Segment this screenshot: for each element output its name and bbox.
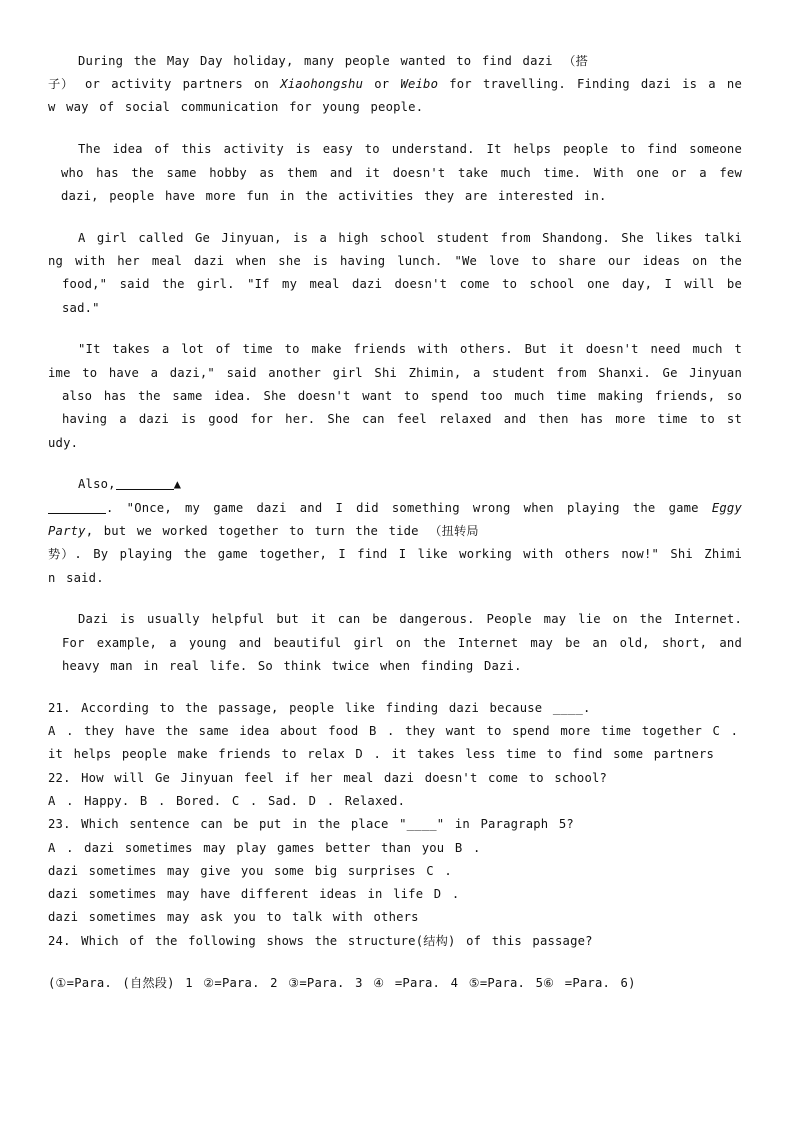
p4-line-5: udy. [48, 436, 79, 450]
question-24: 24. Which of the following shows the structure(结构) of this passage? [48, 934, 593, 948]
question-22-options: A . Happy. B . Bored. C . Sad. D . Relaxed. [48, 794, 406, 808]
p4-line-3: also has the same idea. She doesn't want to spend too much time making friends, so [62, 389, 742, 403]
question-23-option-c: dazi sometimes may have different ideas in life D . [48, 887, 460, 901]
p1-line-3: w way of social communication for young people. [48, 100, 424, 114]
p5-also: Also, [78, 477, 116, 491]
question-21-options-ab: A . they have the same idea about food B . they want to spend more time together C . [48, 724, 739, 738]
p5-text: . "Once, my game dazi and I did something wrong when playing the game [106, 501, 712, 515]
p3-line-2: ng with her meal dazi when she is having lunch. "We love to share our ideas on the [48, 254, 742, 268]
p5-line-4: 势）. By playing the game together, I find I like working with others now!" Shi Zhimi [48, 547, 742, 561]
p6-line-1: Dazi is usually helpful but it can be dangerous. People may lie on the Internet. [78, 612, 742, 626]
p3-line-1: A girl called Ge Jinyuan, is a high school student from Shandong. She likes talki [78, 231, 742, 245]
p1-text: or [363, 77, 401, 91]
p3-line-3: food," said the girl. "If my meal dazi doesn't come to school one day, I will be [62, 277, 742, 291]
p2-line-3: dazi, people have more fun in the activities they are interested in. [61, 189, 607, 203]
p5-eggy: Eggy [711, 501, 742, 515]
p1-line-2 [48, 76, 742, 92]
p5-line-5: n said. [48, 571, 104, 585]
p1-xiaohongshu: Xiaohongshu [280, 77, 364, 91]
question-24-legend: (①=Para. (自然段) 1 ②=Para. 2 ③=Para. 3 ④ =Para. 4 ⑤=Para. 5⑥ =Para. 6) [48, 976, 636, 990]
question-23-option-b: dazi sometimes may give you some big surprises C . [48, 864, 452, 878]
p2-line-1: The idea of this activity is easy to understand. It helps people to find someone [78, 142, 742, 156]
question-21-options-cd: it helps people make friends to relax D . it takes less time to find some partners [48, 747, 715, 761]
question-22: 22. How will Ge Jinyuan feel if her meal dazi doesn't come to school? [48, 771, 608, 785]
p5-text: , but we worked together to turn the tide （扭转局 [85, 524, 479, 538]
p4-line-4: having a dazi is good for her. She can feel relaxed and then has more time to st [62, 412, 742, 426]
p6-line-2: For example, a young and beautiful girl on the Internet may be an old, short, and [62, 636, 742, 650]
question-23: 23. Which sentence can be put in the place "____" in Paragraph 5? [48, 817, 574, 831]
p2-line-2: who has the same hobby as them and it doesn't take much time. With one or a few [61, 166, 742, 180]
p1-text: 子） or activity partners on [48, 77, 281, 91]
p6-line-3: heavy man in real life. So think twice when finding Dazi. [62, 659, 522, 673]
p1-weibo: Weibo [400, 77, 439, 91]
p1-text: for travelling. Finding dazi is a ne [438, 77, 743, 91]
triangle-marker-icon: ▲ [173, 477, 182, 491]
p5-line-1 [48, 476, 742, 492]
p5-line-3 [48, 523, 742, 539]
question-21: 21. According to the passage, people like finding dazi because ____. [48, 701, 591, 715]
question-23-option-a: A . dazi sometimes may play games better than you B . [48, 841, 481, 855]
question-23-option-d: dazi sometimes may ask you to talk with others [48, 910, 419, 924]
p1-line-1: During the May Day holiday, many people wanted to find dazi （搭 [78, 54, 589, 68]
p5-line-2 [48, 500, 742, 516]
answer-blank[interactable] [116, 477, 174, 490]
answer-blank-continued[interactable] [48, 501, 106, 514]
p4-line-1: "It takes a lot of time to make friends with others. But it doesn't need much t [78, 342, 742, 356]
p4-line-2: ime to have a dazi," said another girl Shi Zhimin, a student from Shanxi. Ge Jinyuan [48, 366, 742, 380]
p3-line-4: sad." [62, 301, 100, 315]
p5-party: Party [48, 524, 86, 538]
